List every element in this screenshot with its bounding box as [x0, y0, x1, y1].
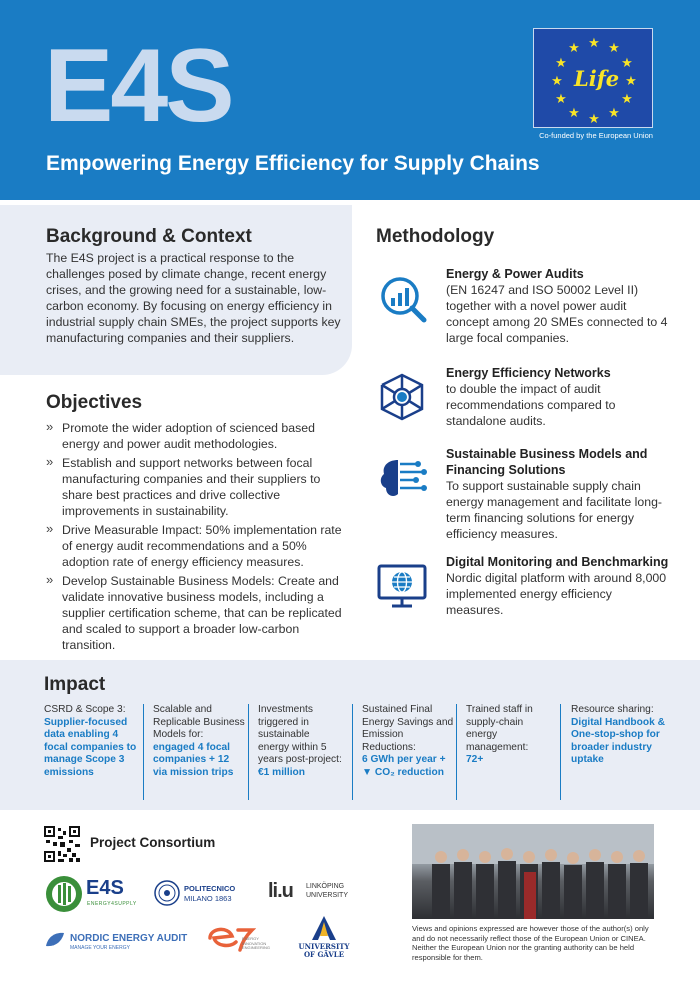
bullet-icon: »	[46, 419, 54, 434]
objective-item: » Drive Measurable Impact: 50% implementation rate of energy audit recommendations and a 50% adoption rate of energy efficiency measures.	[46, 521, 342, 569]
impact-section	[0, 660, 700, 810]
objective-item: » Promote the wider adoption of scienced based energy and power audit methodologies.	[46, 419, 315, 451]
life-word: Life	[574, 66, 620, 91]
svg-text:★: ★	[588, 36, 600, 51]
polimi-partner-logo: POLITECNICO MILANO 1863	[154, 880, 246, 910]
impact-divider	[248, 704, 249, 800]
group-people-image	[412, 824, 654, 919]
objectives-list	[46, 420, 346, 656]
methodology-text: To support sustainable supply chain energy management and facilitate long-term financing solutions for energy efficiency measures.	[446, 479, 663, 541]
impact-columns	[44, 704, 674, 804]
e4s-logo-text: E4S	[44, 28, 232, 144]
impact-divider	[560, 704, 561, 800]
impact-column: Investments triggered in sustainable energy within 5 years post-project: €1 million	[258, 704, 342, 778]
bullet-icon: »	[46, 572, 54, 587]
background-text: The E4S project is a practical response to the challenges posed by climate change, recent energy crises, and the growing need for a sustainable, low-carbon economy. By focusing on energy efficiency in industrial supply chain SMEs, the project supports key manufacturing companies and their suppliers.	[46, 251, 341, 345]
eu-life-logo	[533, 28, 653, 128]
methodology-text: to double the impact of audit recommendations compared to standalone audits.	[446, 382, 616, 428]
objectives-title: Objectives	[46, 392, 143, 413]
svg-text:★: ★	[608, 106, 620, 121]
svg-text:★: ★	[625, 74, 637, 89]
svg-text:★: ★	[555, 56, 567, 71]
eie-partner-logo: ENERGY INNOVATION ENGINEERING	[206, 924, 286, 956]
e4s-emblem-icon	[44, 874, 84, 914]
consortium-title: Project Consortium	[90, 835, 216, 850]
impact-column: Trained staff in supply-chain energy management: 72+	[466, 704, 533, 765]
cofunded-label: Co-funded by the European Union	[539, 131, 653, 140]
methodology-heading: Energy & Power Audits	[446, 267, 584, 281]
qr-code-icon[interactable]	[44, 826, 80, 862]
impact-column: Resource sharing: Digital Handbook & One-stop-shop for broader industry uptake	[571, 704, 665, 765]
svg-text:★: ★	[608, 41, 620, 56]
network-icon	[376, 371, 428, 423]
methodology-heading: Energy Efficiency Networks	[446, 366, 611, 380]
bullet-icon: »	[46, 521, 54, 536]
impact-column: Scalable and Replicable Business Models for: engaged 4 focal companies + 12 via mission trips	[153, 704, 245, 778]
bullet-icon: »	[46, 454, 54, 469]
impact-column: CSRD & Scope 3: Supplier-focused data enabling 4 focal companies to manage Scope 3 emissions	[44, 704, 137, 778]
objective-item: » Develop Sustainable Business Models: Create and validate innovative business models, including a supplier certification scheme, that can be replicated and scaled to support a broader low-carbon transition.	[46, 572, 342, 652]
svg-text:★: ★	[551, 74, 563, 89]
svg-text:★: ★	[588, 112, 600, 127]
polimi-seal-icon	[154, 880, 180, 906]
svg-text:★: ★	[568, 106, 580, 121]
liu-partner-logo: li.u LINKÖPING UNIVERSITY	[268, 880, 349, 902]
eu-disclaimer: Views and opinions expressed are however those of the author(s) only and do not necessarily reflect those of the European Union or CINEA. Neither the European Union nor the granting authority can be held responsible for them.	[412, 924, 649, 962]
methodology-text: Nordic digital platform with around 8,000 implemented energy efficiency measures.	[446, 571, 667, 617]
impact-divider	[456, 704, 457, 800]
gavle-emblem-icon	[298, 914, 350, 942]
impact-column: Sustained Final Energy Savings and Emission Reductions: 6 GWh per year + ▼ CO₂ reduction	[362, 704, 454, 778]
methodology-text: (EN 16247 and ISO 50002 Level II) together with a novel power audit concept among 20 SMEs connected to 4 large focal companies.	[446, 283, 668, 345]
svg-text:★: ★	[568, 41, 580, 56]
methodology-heading: Digital Monitoring and Benchmarking	[446, 555, 669, 569]
audit-chart-icon	[376, 272, 428, 324]
impact-title: Impact	[44, 674, 106, 695]
gavle-partner-logo: UNIVERSITY OF GÄVLE	[298, 914, 350, 964]
methodology-title: Methodology	[376, 226, 495, 247]
objective-item: » Establish and support networks between focal manufacturing companies and their suppliers to share best practices and drive collective improvements in sustainability.	[46, 454, 321, 518]
methodology-heading: Sustainable Business Models and Financing Solutions	[446, 447, 648, 477]
background-title: Background & Context	[46, 226, 252, 247]
impact-divider	[352, 704, 353, 800]
brain-circuit-icon	[376, 452, 428, 504]
nordic-energy-audit-logo: NORDIC ENERGY AUDIT MANAGE YOUR ENERGY	[44, 930, 194, 954]
impact-divider	[143, 704, 144, 800]
svg-text:★: ★	[621, 56, 633, 71]
e4s-partner-logo: E4S ENERGY4SUPPLY	[44, 874, 136, 914]
svg-text:★: ★	[555, 92, 567, 107]
header-banner	[0, 0, 700, 200]
team-photo	[412, 824, 654, 919]
svg-text:★: ★	[621, 92, 633, 107]
nea-leaf-icon	[44, 930, 66, 950]
page-subtitle: Empowering Energy Efficiency for Supply Chains	[46, 152, 540, 175]
monitor-globe-icon	[376, 560, 428, 612]
